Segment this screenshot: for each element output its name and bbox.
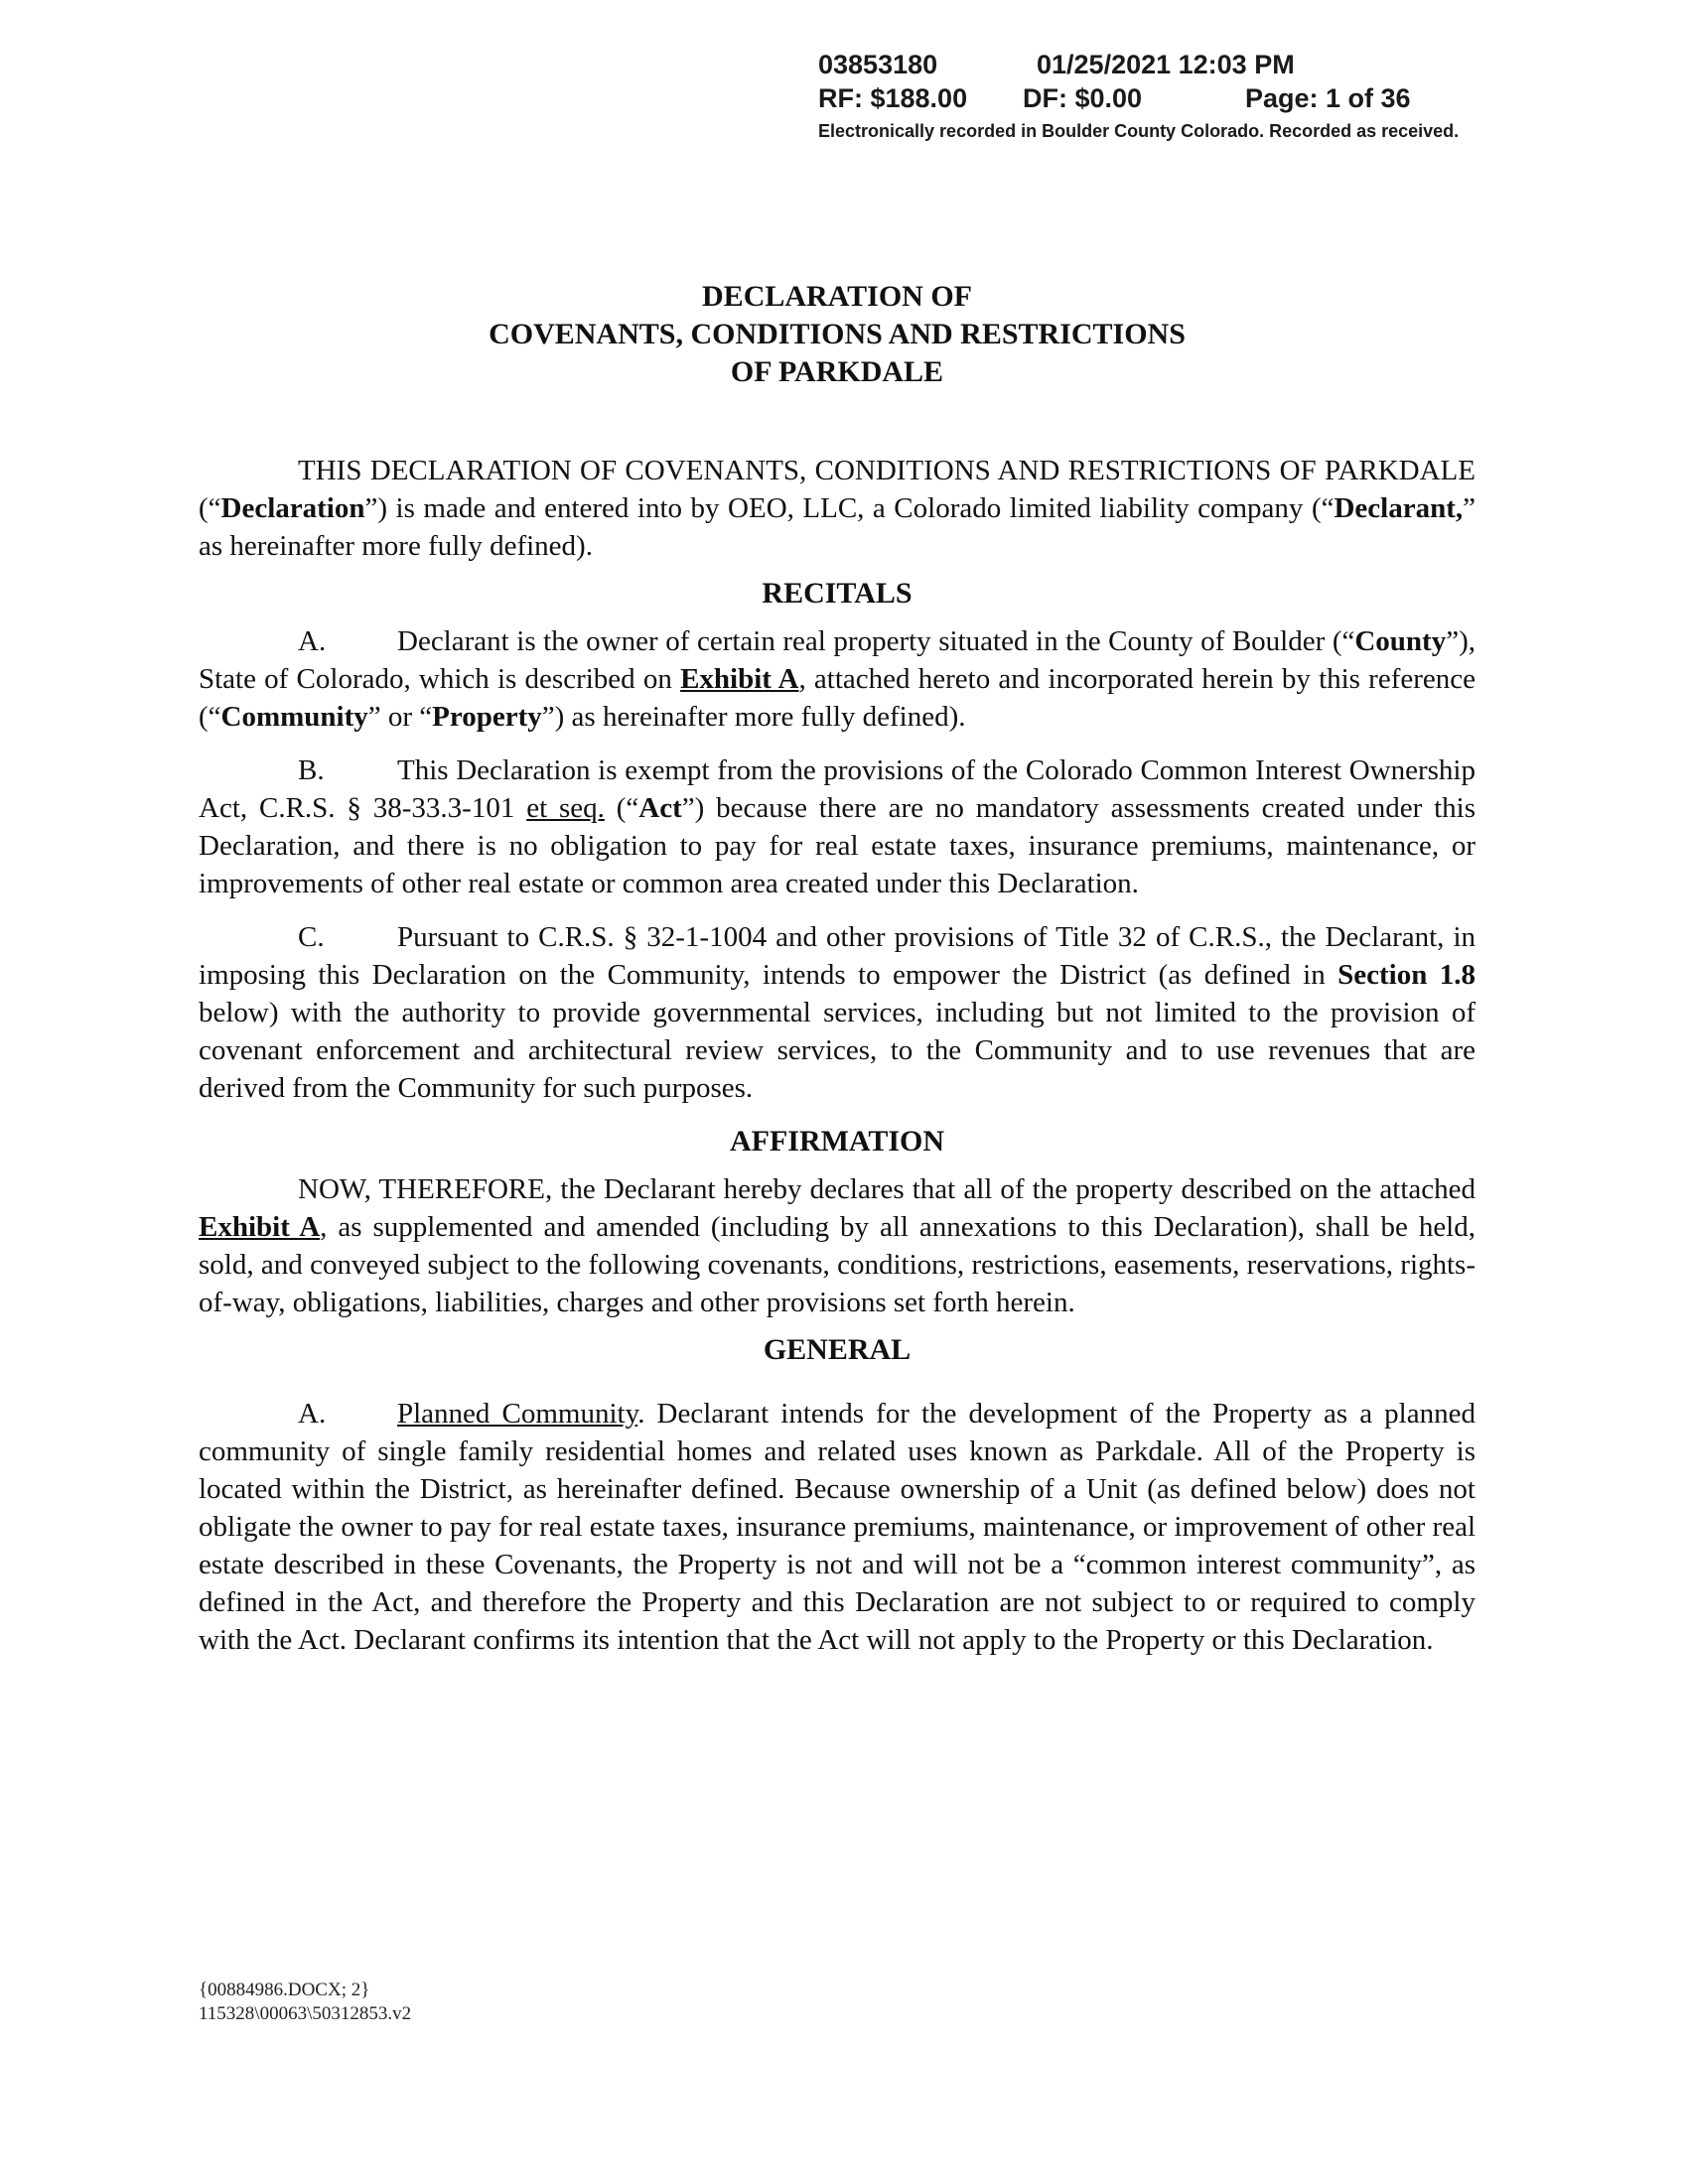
document-footer bbox=[199, 1979, 411, 2026]
page-count: Page: 1 of 36 bbox=[1245, 83, 1411, 113]
general-heading: GENERAL bbox=[763, 1333, 912, 1366]
recital-b: B. This Declaration is exempt from the provisions of the Colorado Common Interest Ownership Act, C.R.S. § 38-33.3-101 et seq. (“Act”) because there are no mandatory assessments created under this Declaration, and there is no obligation to pay for real estate taxes, insurance premiums, maintenance, or improvements of other real estate or common area created under this Declaration. bbox=[199, 754, 1476, 899]
footer-file-path: 115328\00063\50312853.v2 bbox=[199, 2003, 412, 2024]
recital-a: A. Declarant is the owner of certain real property situated in the County of Boulder (“County”), State of Colorado, which is described on Exhibit A, attached hereto and incorporated herein by this reference (“Community” or “Property”) as hereinafter more fully defined). bbox=[199, 625, 1476, 733]
affirmation-heading: AFFIRMATION bbox=[729, 1125, 945, 1158]
recording-datetime: 01/25/2021 12:03 PM bbox=[1037, 50, 1295, 79]
title-line-1: DECLARATION OF bbox=[702, 280, 972, 313]
recording-fee: RF: $188.00 bbox=[818, 83, 968, 113]
reception-number: 03853180 bbox=[818, 50, 938, 79]
title-line-3: OF PARKDALE bbox=[730, 355, 944, 388]
affirmation-paragraph: NOW, THEREFORE, the Declarant hereby declares that all of the property described on the attached Exhibit A, as supplemented and amended (including by all annexations to this Declaration), shall be held, sold, and conveyed subject to the following covenants, conditions, restrictions, easements, reservations, rights-of-way, obligations, liabilities, charges and other provisions set forth herein. bbox=[199, 1173, 1476, 1318]
general-a: A. Planned Community. Declarant intends for the development of the Property as a planned community of single family residential homes and related uses known as Parkdale. All of the Property is located within the District, as hereinafter defined. Because ownership of a Unit (as defined below) does not obligate the owner to pay for real estate taxes, insurance premiums, maintenance, or improvement of other real estate described in these Covenants, the Property is not and will not be a “common interest community”, as defined in the Act, and therefore the Property and this Declaration are not subject to or required to comply with the Act. Declarant confirms its intention that the Act will not apply to the Property or this Declaration. bbox=[199, 1398, 1476, 1656]
recital-c: C. Pursuant to C.R.S. § 32-1-1004 and other provisions of Title 32 of C.R.S., the Declarant, in imposing this Declaration on the Community, intends to empower the District (as defined in Section 1.8 below) with the authority to provide governmental services, including but not limited to the provision of covenant enforcement and architectural review services, to the Community and to use revenues that are derived from the Community for such purposes. bbox=[199, 921, 1476, 1104]
footer-doc-id: {00884986.DOCX; 2} bbox=[199, 1979, 370, 2000]
documentary-fee: DF: $0.00 bbox=[1023, 83, 1143, 113]
document-body bbox=[199, 278, 1476, 1659]
intro-paragraph: THIS DECLARATION OF COVENANTS, CONDITIONS AND RESTRICTIONS OF PARKDALE (“Declaration”) is made and entered into by OEO, LLC, a Colorado limited liability company (“Declarant,” as hereinafter more fully defined). bbox=[199, 455, 1476, 562]
document-title bbox=[199, 278, 1476, 391]
recording-note: Electronically recorded in Boulder County Colorado. Recorded as received. bbox=[818, 121, 1460, 141]
title-line-2: COVENANTS, CONDITIONS AND RESTRICTIONS bbox=[489, 318, 1186, 350]
recitals-heading: RECITALS bbox=[762, 577, 913, 610]
